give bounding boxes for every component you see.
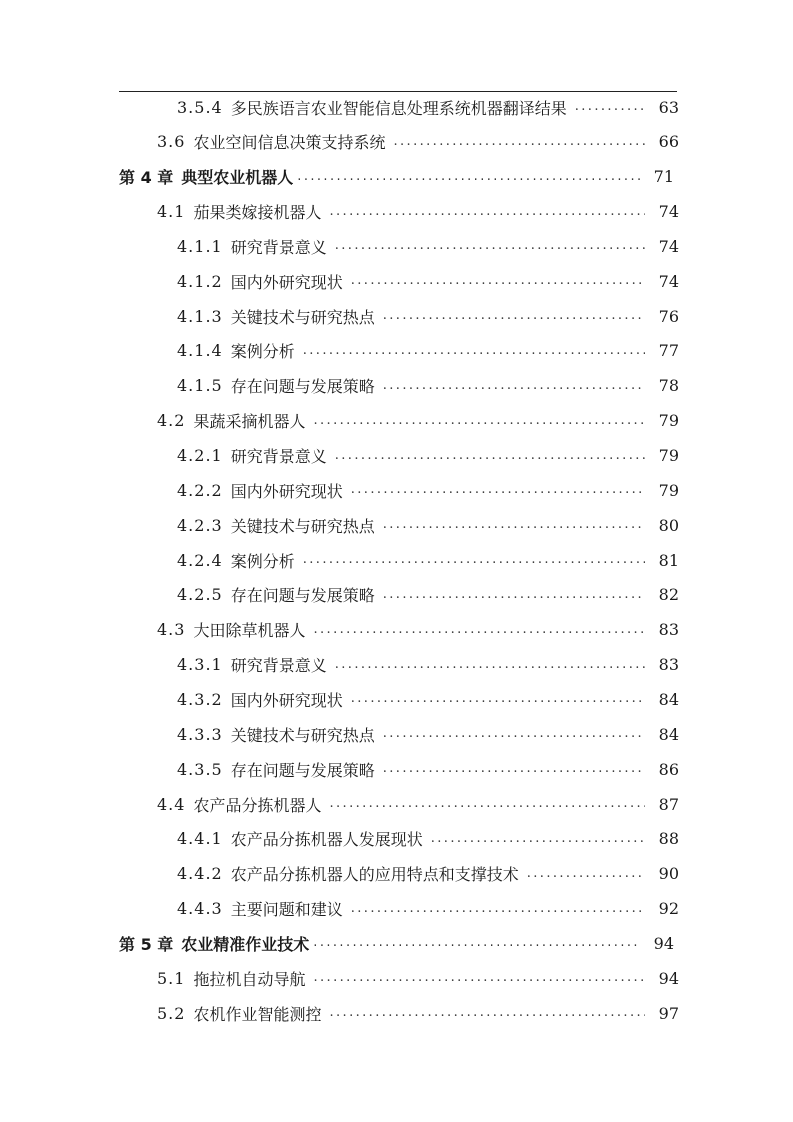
toc-entry-title: 存在问题与发展策略 [230,760,375,780]
toc-entry-title: 关键技术与研究热点 [230,516,375,536]
toc-entry[interactable] [177,476,679,504]
toc-entry-title: 案例分析 [230,342,295,362]
toc-entry-title: 研究背景意义 [230,237,327,257]
toc-entry[interactable] [177,755,679,783]
toc-entry-number: 4.1.2 [177,271,223,291]
toc-entry[interactable] [177,232,679,260]
dot-leader [335,442,645,470]
toc-entry-number: 4.1.1 [177,236,223,256]
toc-entry-number: 4.4.1 [177,829,223,849]
toc-entry[interactable] [157,616,679,644]
dot-leader [329,790,645,818]
toc-entry-page-number: 71 [653,167,674,187]
toc-entry[interactable] [157,964,679,992]
toc-entry-number: 4.2.2 [177,480,223,500]
toc-entry-number: 第 4 章 [119,168,174,188]
toc-entry-number: 第 5 章 [119,934,174,954]
toc-chapter-entry[interactable] [119,163,674,191]
toc-entry-page-number: 79 [658,446,679,465]
toc-entry-title: 农业空间信息决策支持系统 [193,133,386,153]
toc-entry-number: 4.2.5 [177,585,223,605]
toc-entry-number: 4.4 [157,794,186,814]
toc-entry-page-number: 88 [658,829,679,849]
toc-entry-number: 4.4.3 [177,899,223,919]
toc-entry-page-number: 83 [658,620,679,640]
toc-entry-number: 4.3.3 [177,724,223,744]
toc-entry-title: 关键技术与研究热点 [230,307,375,327]
toc-entry-title: 果蔬采摘机器人 [193,412,306,432]
dot-leader [383,372,645,400]
dot-leader [431,825,645,853]
toc-entry-page-number: 92 [658,899,679,919]
toc-entry-number: 4.3.1 [177,655,223,675]
toc-entry-number: 4.1.4 [177,341,223,361]
toc-entry[interactable] [177,442,679,470]
toc-entry[interactable] [157,999,679,1027]
toc-entry[interactable] [177,372,679,400]
dot-leader [329,198,645,226]
dot-leader [303,337,645,365]
toc-entry-page-number: 79 [658,480,679,500]
toc-entry-number: 4.2.1 [177,446,223,465]
dot-leader [329,999,645,1027]
toc-entry-page-number: 84 [658,689,679,709]
toc-entry-number: 4.2.3 [177,515,223,535]
toc-entry-title: 大田除草机器人 [193,621,306,641]
dot-leader [383,302,645,330]
toc-entry-number: 4.1.3 [177,306,223,326]
toc-entry-title: 农产品分拣机器人 [193,795,322,815]
toc-entry[interactable] [157,198,679,226]
toc-entry-page-number: 83 [658,655,679,675]
toc-entry-title: 国内外研究现状 [230,690,343,710]
toc-entry-number: 4.1.5 [177,376,223,396]
toc-entry-number: 3.5.4 [177,97,223,117]
toc-entry[interactable] [177,860,679,888]
dot-leader [575,93,645,121]
toc-entry[interactable] [177,581,679,609]
toc-entry-title: 茄果类嫁接机器人 [193,203,322,223]
toc-entry-title: 研究背景意义 [230,656,327,676]
toc-entry-title: 国内外研究现状 [230,272,343,292]
toc-entry-number: 4.2.4 [177,550,223,570]
toc-entry-title: 主要问题和建议 [230,900,343,920]
toc-entry[interactable] [177,685,679,713]
toc-entry-page-number: 94 [658,968,679,988]
toc-entry-page-number: 63 [658,97,679,117]
dot-leader [383,755,645,783]
toc-entry-title: 多民族语言农业智能信息处理系统机器翻译结果 [230,98,567,118]
toc-entry[interactable] [157,790,679,818]
toc-entry-page-number: 79 [658,411,679,431]
toc-entry-page-number: 86 [658,759,679,779]
toc-entry[interactable] [177,93,679,121]
toc-entry-title: 研究背景意义 [230,447,327,466]
dot-leader [297,163,640,191]
dot-leader [313,407,645,435]
dot-leader [351,895,645,923]
toc-entry-page-number: 84 [658,724,679,744]
toc-entry-page-number: 81 [658,550,679,570]
toc-entry-page-number: 97 [658,1003,679,1023]
dot-leader [313,616,645,644]
toc-entry-page-number: 66 [658,132,679,152]
toc-entry[interactable] [157,407,679,435]
toc-entry-page-number: 94 [653,933,674,953]
toc-entry-number: 4.3.5 [177,759,223,779]
toc-entry[interactable] [157,128,679,156]
dot-leader [335,651,645,679]
toc-entry-number: 3.6 [157,132,186,152]
toc-entry-number: 4.4.2 [177,864,223,884]
toc-entry[interactable] [177,302,679,330]
dot-leader [313,964,645,992]
dot-leader [303,546,645,574]
toc-chapter-entry[interactable] [119,929,674,957]
dot-leader [351,685,645,713]
dot-leader [351,267,645,295]
toc-entry[interactable] [177,720,679,748]
dot-leader [527,860,645,888]
toc-entry-title: 关键技术与研究热点 [230,725,375,745]
toc-entry-title: 农产品分拣机器人的应用特点和支撑技术 [230,865,519,885]
toc-entry-number: 4.1 [157,202,186,222]
toc-entry-page-number: 90 [658,864,679,884]
toc-entry[interactable] [177,267,679,295]
toc-entry[interactable] [177,895,679,923]
toc-entry[interactable] [177,651,679,679]
toc-entry-page-number: 76 [658,306,679,326]
toc-entry-number: 5.2 [157,1003,186,1023]
toc-entry-title: 典型农业机器人 [181,168,294,188]
toc-entry-title: 国内外研究现状 [230,481,343,501]
toc-entry-title: 农业精准作业技术 [181,934,310,954]
toc-entry-title: 农机作业智能测控 [193,1004,322,1024]
dot-leader [351,476,645,504]
toc-entry-number: 5.1 [157,968,186,988]
toc-entry[interactable] [177,546,679,574]
toc-entry-page-number: 87 [658,794,679,814]
toc-entry-title: 拖拉机自动导航 [193,969,306,989]
toc-entry-number: 4.3.2 [177,689,223,709]
toc-entry-page-number: 77 [658,341,679,361]
toc-entry-page-number: 78 [658,376,679,396]
dot-leader [383,511,645,539]
dot-leader [383,720,645,748]
dot-leader [383,581,645,609]
toc-entry[interactable] [177,511,679,539]
toc-entry-page-number: 74 [658,202,679,222]
toc-entry-number: 4.2 [157,411,186,431]
toc-entry[interactable] [177,825,679,853]
dot-leader [335,232,645,260]
toc-entry-title: 案例分析 [230,551,295,571]
toc-entry-page-number: 74 [658,236,679,256]
toc-entry-page-number: 82 [658,585,679,605]
toc-entry-title: 存在问题与发展策略 [230,377,375,397]
toc-entry[interactable] [177,337,679,365]
toc-entry-number: 4.3 [157,620,186,640]
dot-leader [393,128,645,156]
toc-entry-page-number: 80 [658,515,679,535]
dot-leader [313,929,640,957]
toc-entry-title: 存在问题与发展策略 [230,586,375,606]
toc-entry-title: 农产品分拣机器人发展现状 [230,830,423,850]
toc-entry-page-number: 74 [658,271,679,291]
